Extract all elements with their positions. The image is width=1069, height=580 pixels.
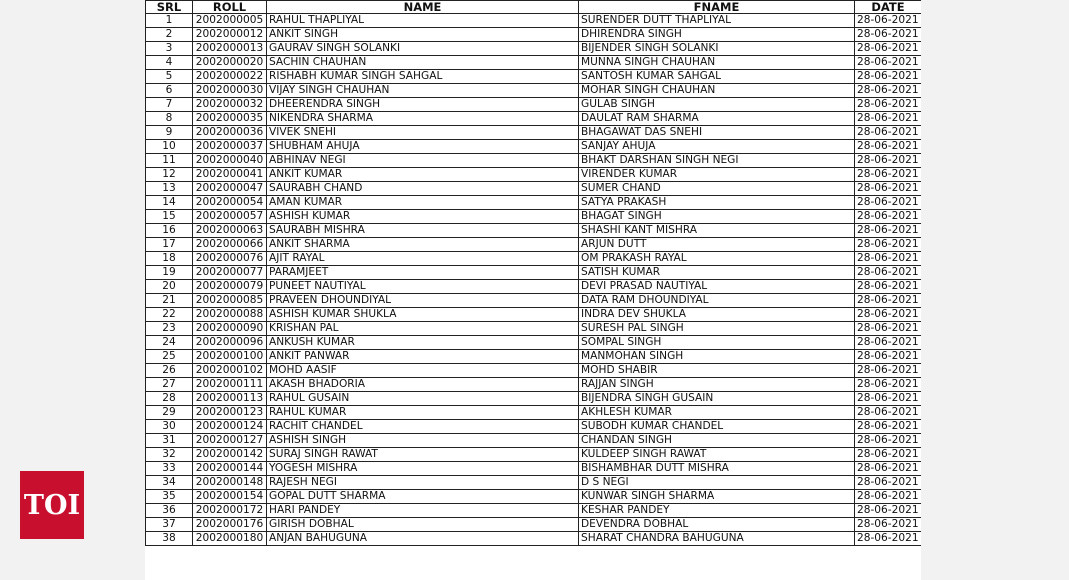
cell-roll: 2002000036 — [193, 126, 267, 140]
cell-fname: SATYA PRAKASH — [579, 196, 855, 210]
cell-roll: 2002000066 — [193, 238, 267, 252]
table-row — [146, 224, 922, 238]
table-row — [146, 462, 922, 476]
cell-date: 28-06-2021 — [855, 364, 922, 378]
cell-date: 28-06-2021 — [855, 154, 922, 168]
cell-srl: 8 — [146, 112, 193, 126]
cell-date: 28-06-2021 — [855, 504, 922, 518]
cell-date: 28-06-2021 — [855, 308, 922, 322]
table-row — [146, 252, 922, 266]
cell-name: GIRISH DOBHAL — [267, 518, 579, 532]
cell-fname: MANMOHAN SINGH — [579, 350, 855, 364]
cell-fname: KUNWAR SINGH SHARMA — [579, 490, 855, 504]
cell-fname: SHASHI KANT MISHRA — [579, 224, 855, 238]
cell-roll: 2002000012 — [193, 28, 267, 42]
cell-fname: VIRENDER KUMAR — [579, 168, 855, 182]
cell-fname: ARJUN DUTT — [579, 238, 855, 252]
cell-srl: 7 — [146, 98, 193, 112]
cell-roll: 2002000111 — [193, 378, 267, 392]
cell-name: VIJAY SINGH CHAUHAN — [267, 84, 579, 98]
cell-srl: 29 — [146, 406, 193, 420]
cell-date: 28-06-2021 — [855, 434, 922, 448]
cell-fname: MUNNA SINGH CHAUHAN — [579, 56, 855, 70]
cell-name: SAURABH CHAND — [267, 182, 579, 196]
cell-srl: 32 — [146, 448, 193, 462]
table-row — [146, 14, 922, 28]
cell-roll: 2002000127 — [193, 434, 267, 448]
cell-name: RAJESH NEGI — [267, 476, 579, 490]
cell-fname: MOHAR SINGH CHAUHAN — [579, 84, 855, 98]
cell-name: ANKIT KUMAR — [267, 168, 579, 182]
cell-srl: 16 — [146, 224, 193, 238]
cell-name: NIKENDRA SHARMA — [267, 112, 579, 126]
cell-srl: 4 — [146, 56, 193, 70]
cell-srl: 5 — [146, 70, 193, 84]
cell-fname: RAJJAN SINGH — [579, 378, 855, 392]
cell-roll: 2002000096 — [193, 336, 267, 350]
cell-date: 28-06-2021 — [855, 518, 922, 532]
cell-date: 28-06-2021 — [855, 182, 922, 196]
cell-date: 28-06-2021 — [855, 322, 922, 336]
cell-roll: 2002000076 — [193, 252, 267, 266]
cell-srl: 17 — [146, 238, 193, 252]
header-roll: ROLL — [193, 1, 267, 14]
cell-roll: 2002000040 — [193, 154, 267, 168]
cell-srl: 22 — [146, 308, 193, 322]
cell-name: MOHD AASIF — [267, 364, 579, 378]
cell-date: 28-06-2021 — [855, 70, 922, 84]
cell-srl: 9 — [146, 126, 193, 140]
cell-roll: 2002000054 — [193, 196, 267, 210]
table-row — [146, 238, 922, 252]
cell-date: 28-06-2021 — [855, 252, 922, 266]
cell-date: 28-06-2021 — [855, 392, 922, 406]
cell-fname: MOHD SHABIR — [579, 364, 855, 378]
table-row — [146, 154, 922, 168]
cell-roll: 2002000037 — [193, 140, 267, 154]
cell-fname: DAULAT RAM SHARMA — [579, 112, 855, 126]
table-row — [146, 98, 922, 112]
cell-fname: BHAGAWAT DAS SNEHI — [579, 126, 855, 140]
cell-date: 28-06-2021 — [855, 196, 922, 210]
cell-date: 28-06-2021 — [855, 476, 922, 490]
cell-srl: 10 — [146, 140, 193, 154]
table-row — [146, 448, 922, 462]
cell-roll: 2002000020 — [193, 56, 267, 70]
cell-srl: 20 — [146, 280, 193, 294]
cell-fname: INDRA DEV SHUKLA — [579, 308, 855, 322]
table-row — [146, 70, 922, 84]
cell-name: RISHABH KUMAR SINGH SAHGAL — [267, 70, 579, 84]
cell-roll: 2002000113 — [193, 392, 267, 406]
cell-date: 28-06-2021 — [855, 350, 922, 364]
cell-roll: 2002000079 — [193, 280, 267, 294]
results-sheet — [145, 0, 921, 580]
cell-name: HARI PANDEY — [267, 504, 579, 518]
cell-roll: 2002000047 — [193, 182, 267, 196]
table-row — [146, 196, 922, 210]
table-row — [146, 420, 922, 434]
header-date: DATE — [855, 1, 922, 14]
table-body — [146, 14, 922, 546]
cell-name: SAURABH MISHRA — [267, 224, 579, 238]
cell-fname: BHAGAT SINGH — [579, 210, 855, 224]
table-row — [146, 140, 922, 154]
cell-roll: 2002000180 — [193, 532, 267, 546]
cell-name: ANKIT SINGH — [267, 28, 579, 42]
table-row — [146, 336, 922, 350]
cell-fname: SOMPAL SINGH — [579, 336, 855, 350]
cell-roll: 2002000085 — [193, 294, 267, 308]
table-row — [146, 308, 922, 322]
cell-roll: 2002000005 — [193, 14, 267, 28]
cell-name: AKASH BHADORIA — [267, 378, 579, 392]
table-row — [146, 392, 922, 406]
cell-fname: SATISH KUMAR — [579, 266, 855, 280]
cell-roll: 2002000057 — [193, 210, 267, 224]
cell-name: ABHINAV NEGI — [267, 154, 579, 168]
cell-fname: SANTOSH KUMAR SAHGAL — [579, 70, 855, 84]
cell-date: 28-06-2021 — [855, 406, 922, 420]
cell-name: PARAMJEET — [267, 266, 579, 280]
cell-name: AMAN KUMAR — [267, 196, 579, 210]
cell-roll: 2002000022 — [193, 70, 267, 84]
cell-fname: BIJENDRA SINGH GUSAIN — [579, 392, 855, 406]
cell-srl: 11 — [146, 154, 193, 168]
cell-srl: 2 — [146, 28, 193, 42]
cell-name: ANKIT PANWAR — [267, 350, 579, 364]
table-row — [146, 28, 922, 42]
cell-srl: 31 — [146, 434, 193, 448]
cell-srl: 13 — [146, 182, 193, 196]
cell-name: ASHISH KUMAR SHUKLA — [267, 308, 579, 322]
cell-srl: 15 — [146, 210, 193, 224]
cell-roll: 2002000144 — [193, 462, 267, 476]
cell-roll: 2002000142 — [193, 448, 267, 462]
table-row — [146, 322, 922, 336]
cell-fname: SURESH PAL SINGH — [579, 322, 855, 336]
cell-date: 28-06-2021 — [855, 140, 922, 154]
cell-fname: CHANDAN SINGH — [579, 434, 855, 448]
cell-fname: BIJENDER SINGH SOLANKI — [579, 42, 855, 56]
cell-date: 28-06-2021 — [855, 532, 922, 546]
table-row — [146, 504, 922, 518]
cell-roll: 2002000176 — [193, 518, 267, 532]
cell-fname: DEVI PRASAD NAUTIYAL — [579, 280, 855, 294]
cell-fname: BISHAMBHAR DUTT MISHRA — [579, 462, 855, 476]
table-row — [146, 406, 922, 420]
cell-date: 28-06-2021 — [855, 448, 922, 462]
table-row — [146, 266, 922, 280]
cell-date: 28-06-2021 — [855, 280, 922, 294]
cell-date: 28-06-2021 — [855, 84, 922, 98]
cell-date: 28-06-2021 — [855, 28, 922, 42]
table-header-row — [146, 1, 922, 14]
cell-fname: BHAKT DARSHAN SINGH NEGI — [579, 154, 855, 168]
cell-name: ANKUSH KUMAR — [267, 336, 579, 350]
cell-name: ASHISH SINGH — [267, 434, 579, 448]
cell-srl: 28 — [146, 392, 193, 406]
cell-srl: 37 — [146, 518, 193, 532]
cell-fname: KULDEEP SINGH RAWAT — [579, 448, 855, 462]
cell-date: 28-06-2021 — [855, 238, 922, 252]
cell-roll: 2002000032 — [193, 98, 267, 112]
cell-name: SACHIN CHAUHAN — [267, 56, 579, 70]
table-row — [146, 434, 922, 448]
cell-roll: 2002000063 — [193, 224, 267, 238]
cell-date: 28-06-2021 — [855, 378, 922, 392]
cell-roll: 2002000172 — [193, 504, 267, 518]
cell-fname: KESHAR PANDEY — [579, 504, 855, 518]
cell-roll: 2002000148 — [193, 476, 267, 490]
cell-roll: 2002000123 — [193, 406, 267, 420]
cell-date: 28-06-2021 — [855, 336, 922, 350]
cell-srl: 26 — [146, 364, 193, 378]
header-name: NAME — [267, 1, 579, 14]
cell-roll: 2002000102 — [193, 364, 267, 378]
table-row — [146, 280, 922, 294]
table-row — [146, 210, 922, 224]
cell-srl: 3 — [146, 42, 193, 56]
cell-date: 28-06-2021 — [855, 294, 922, 308]
cell-fname: OM PRAKASH RAYAL — [579, 252, 855, 266]
cell-roll: 2002000077 — [193, 266, 267, 280]
cell-srl: 19 — [146, 266, 193, 280]
cell-name: DHEERENDRA SINGH — [267, 98, 579, 112]
cell-fname: SANJAY AHUJA — [579, 140, 855, 154]
cell-name: GOPAL DUTT SHARMA — [267, 490, 579, 504]
table-row — [146, 168, 922, 182]
table-row — [146, 518, 922, 532]
cell-name: SHUBHAM AHUJA — [267, 140, 579, 154]
cell-date: 28-06-2021 — [855, 42, 922, 56]
cell-srl: 30 — [146, 420, 193, 434]
cell-fname: DEVENDRA DOBHAL — [579, 518, 855, 532]
toi-logo: TOI — [20, 471, 84, 539]
cell-name: VIVEK SNEHI — [267, 126, 579, 140]
cell-srl: 12 — [146, 168, 193, 182]
cell-srl: 38 — [146, 532, 193, 546]
cell-srl: 35 — [146, 490, 193, 504]
cell-srl: 23 — [146, 322, 193, 336]
cell-roll: 2002000041 — [193, 168, 267, 182]
cell-srl: 24 — [146, 336, 193, 350]
cell-name: PUNEET NAUTIYAL — [267, 280, 579, 294]
cell-srl: 1 — [146, 14, 193, 28]
cell-date: 28-06-2021 — [855, 224, 922, 238]
cell-name: RAHUL KUMAR — [267, 406, 579, 420]
cell-fname: SUBODH KUMAR CHANDEL — [579, 420, 855, 434]
table-row — [146, 378, 922, 392]
table-row — [146, 126, 922, 140]
cell-date: 28-06-2021 — [855, 98, 922, 112]
cell-date: 28-06-2021 — [855, 56, 922, 70]
table-row — [146, 42, 922, 56]
cell-name: GAURAV SINGH SOLANKI — [267, 42, 579, 56]
cell-roll: 2002000013 — [193, 42, 267, 56]
table-row — [146, 476, 922, 490]
cell-srl: 6 — [146, 84, 193, 98]
cell-roll: 2002000090 — [193, 322, 267, 336]
cell-fname: GULAB SINGH — [579, 98, 855, 112]
cell-roll: 2002000030 — [193, 84, 267, 98]
cell-name: ANKIT SHARMA — [267, 238, 579, 252]
cell-srl: 36 — [146, 504, 193, 518]
cell-name: SURAJ SINGH RAWAT — [267, 448, 579, 462]
cell-fname: SUMER CHAND — [579, 182, 855, 196]
cell-date: 28-06-2021 — [855, 490, 922, 504]
cell-date: 28-06-2021 — [855, 14, 922, 28]
cell-name: ASHISH KUMAR — [267, 210, 579, 224]
cell-name: PRAVEEN DHOUNDIYAL — [267, 294, 579, 308]
cell-srl: 21 — [146, 294, 193, 308]
table-row — [146, 490, 922, 504]
cell-srl: 14 — [146, 196, 193, 210]
cell-roll: 2002000035 — [193, 112, 267, 126]
cell-roll: 2002000154 — [193, 490, 267, 504]
cell-name: ANJAN BAHUGUNA — [267, 532, 579, 546]
cell-date: 28-06-2021 — [855, 168, 922, 182]
table-row — [146, 84, 922, 98]
cell-srl: 34 — [146, 476, 193, 490]
table-row — [146, 56, 922, 70]
table-row — [146, 532, 922, 546]
cell-name: KRISHAN PAL — [267, 322, 579, 336]
cell-date: 28-06-2021 — [855, 210, 922, 224]
cell-name: RAHUL THAPLIYAL — [267, 14, 579, 28]
cell-fname: SURENDER DUTT THAPLIYAL — [579, 14, 855, 28]
table-row — [146, 294, 922, 308]
table-row — [146, 364, 922, 378]
cell-name: RAHUL GUSAIN — [267, 392, 579, 406]
cell-roll: 2002000100 — [193, 350, 267, 364]
cell-date: 28-06-2021 — [855, 126, 922, 140]
cell-fname: SHARAT CHANDRA BAHUGUNA — [579, 532, 855, 546]
cell-name: RACHIT CHANDEL — [267, 420, 579, 434]
cell-date: 28-06-2021 — [855, 420, 922, 434]
table-row — [146, 112, 922, 126]
header-fname: FNAME — [579, 1, 855, 14]
cell-srl: 25 — [146, 350, 193, 364]
cell-date: 28-06-2021 — [855, 112, 922, 126]
cell-srl: 27 — [146, 378, 193, 392]
header-srl: SRL — [146, 1, 193, 14]
cell-roll: 2002000088 — [193, 308, 267, 322]
cell-date: 28-06-2021 — [855, 462, 922, 476]
results-table — [145, 0, 921, 546]
cell-fname: AKHLESH KUMAR — [579, 406, 855, 420]
cell-srl: 33 — [146, 462, 193, 476]
cell-name: AJIT RAYAL — [267, 252, 579, 266]
cell-date: 28-06-2021 — [855, 266, 922, 280]
table-row — [146, 350, 922, 364]
cell-roll: 2002000124 — [193, 420, 267, 434]
cell-srl: 18 — [146, 252, 193, 266]
table-row — [146, 182, 922, 196]
cell-fname: DHIRENDRA SINGH — [579, 28, 855, 42]
cell-fname: DATA RAM DHOUNDIYAL — [579, 294, 855, 308]
cell-fname: D S NEGI — [579, 476, 855, 490]
cell-name: YOGESH MISHRA — [267, 462, 579, 476]
